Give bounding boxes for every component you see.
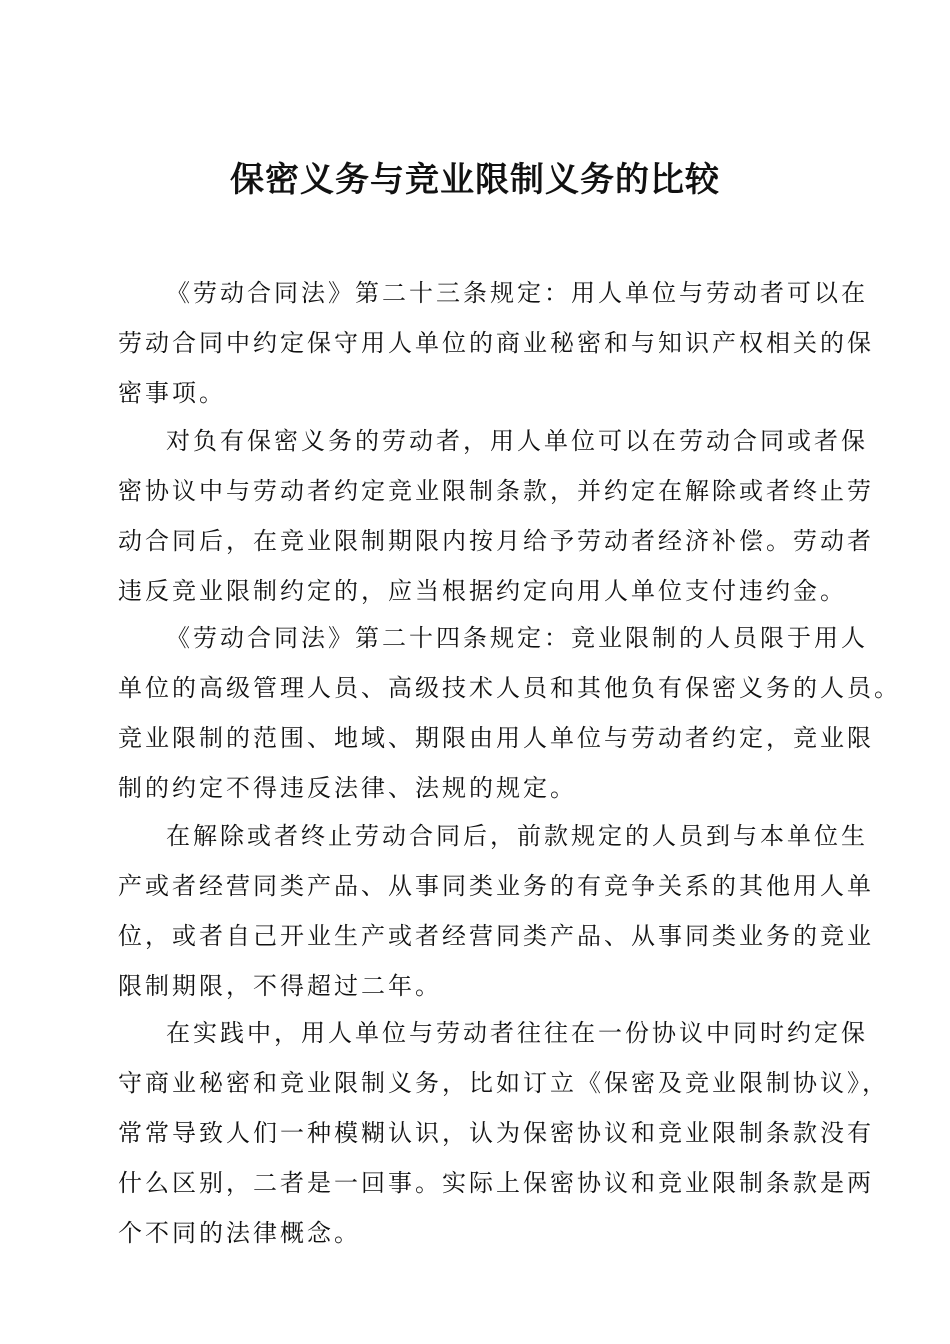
paragraph-line: 密协议中与劳动者约定竞业限制条款，并约定在解除或者终止劳 — [118, 477, 874, 505]
paragraph-line: 《劳动合同法》第二十四条规定：竞业限制的人员限于用人 — [166, 624, 868, 652]
paragraph-line: 单位的高级管理人员、高级技术人员和其他负有保密义务的人员。 — [118, 674, 901, 702]
paragraph-line: 守商业秘密和竞业限制义务，比如订立《保密及竞业限制协议》， — [118, 1069, 889, 1097]
paragraph-line: 限制期限，不得超过二年。 — [118, 972, 442, 1000]
paragraph-line: 个不同的法律概念。 — [118, 1219, 361, 1247]
paragraph-line: 在实践中，用人单位与劳动者往往在一份协议中同时约定保 — [166, 1019, 868, 1047]
paragraph-line: 密事项。 — [118, 379, 226, 407]
paragraph-line: 竞业限制的范围、地域、期限由用人单位与劳动者约定，竞业限 — [118, 724, 874, 752]
paragraph-line: 产或者经营同类产品、从事同类业务的有竞争关系的其他用人单 — [118, 872, 874, 900]
paragraph-duration-limit — [118, 811, 874, 1011]
paragraph-line: 什么区别，二者是一回事。实际上保密协议和竞业限制条款是两 — [118, 1169, 874, 1197]
paragraph-article-24 — [118, 613, 901, 813]
paragraph-line: 在解除或者终止劳动合同后，前款规定的人员到与本单位生 — [166, 822, 868, 850]
paragraph-line: 违反竞业限制约定的，应当根据约定向用人单位支付违约金。 — [118, 577, 847, 605]
paragraph-article-23 — [118, 268, 874, 418]
paragraph-line: 常常导致人们一种模糊认识，认为保密协议和竞业限制条款没有 — [118, 1119, 874, 1147]
paragraph-line: 动合同后，在竞业限制期限内按月给予劳动者经济补偿。劳动者 — [118, 527, 874, 555]
paragraph-line: 制的约定不得违反法律、法规的规定。 — [118, 774, 577, 802]
paragraph-line: 劳动合同中约定保守用人单位的商业秘密和与知识产权相关的保 — [118, 329, 874, 357]
paragraph-non-compete-agreement — [118, 416, 874, 616]
document-title: 保密义务与竞业限制义务的比较 — [230, 160, 720, 200]
paragraph-line: 对负有保密义务的劳动者，用人单位可以在劳动合同或者保 — [166, 427, 868, 455]
paragraph-line: 位，或者自己开业生产或者经营同类产品、从事同类业务的竞业 — [118, 922, 874, 950]
paragraph-practice-note — [118, 1008, 889, 1258]
paragraph-line: 《劳动合同法》第二十三条规定：用人单位与劳动者可以在 — [166, 279, 868, 307]
